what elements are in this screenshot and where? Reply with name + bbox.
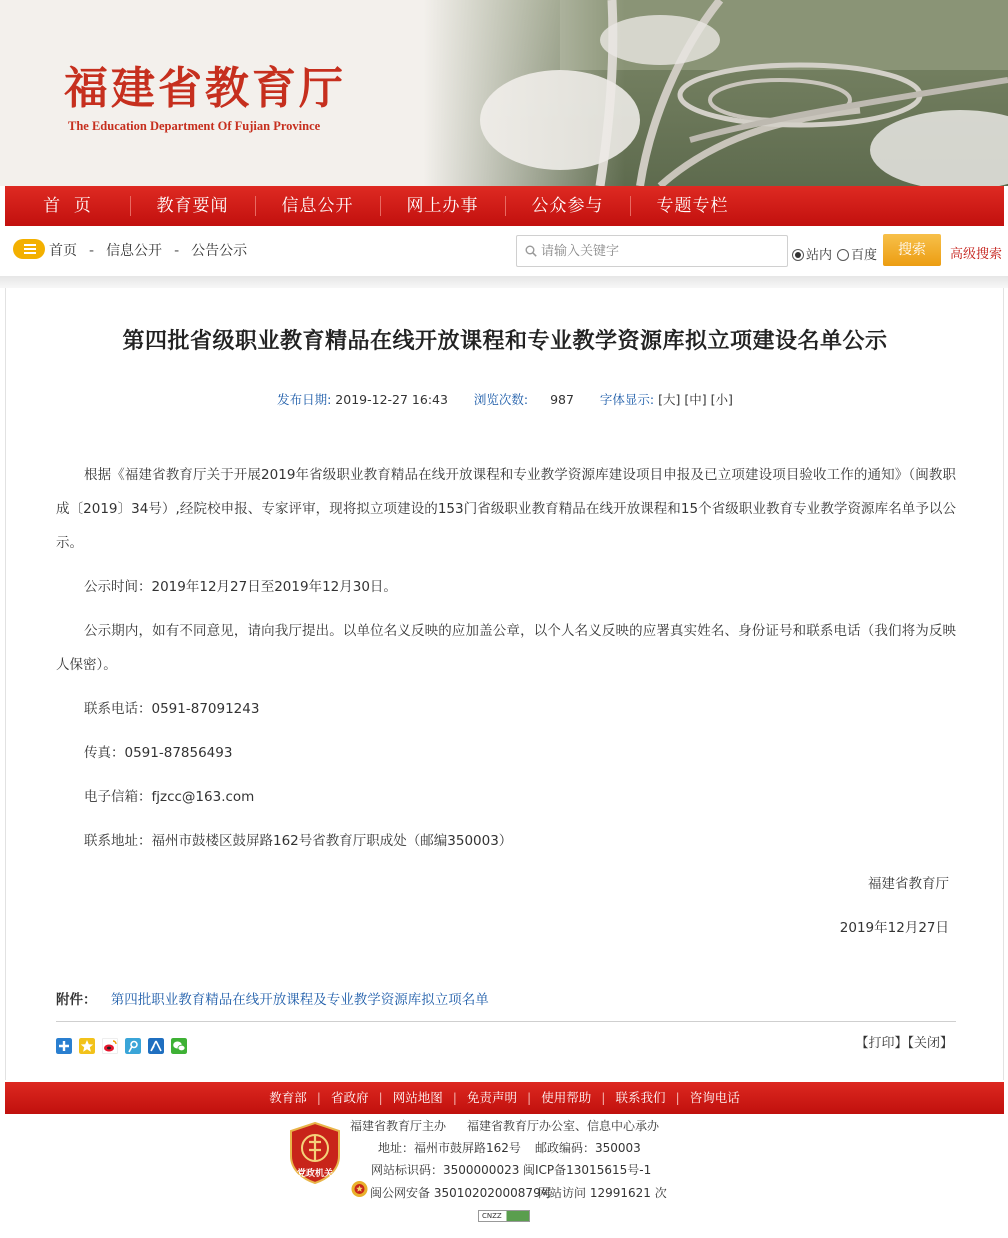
print-close-bar	[855, 1032, 953, 1051]
share-bar	[56, 1038, 187, 1054]
share-plus-icon[interactable]	[56, 1038, 72, 1054]
article-title: 第四批省级职业教育精品在线开放课程和专业教学资源库拟立项建设名单公示	[122, 329, 888, 354]
scope-site-radio[interactable]	[792, 244, 832, 263]
breadcrumb-bar	[5, 226, 1004, 276]
nav-item-public-participation[interactable]: 公众参与	[505, 186, 630, 226]
close-link[interactable]: 【关闭】	[907, 1036, 953, 1051]
qzone-icon[interactable]	[79, 1038, 95, 1054]
renren-icon[interactable]	[148, 1038, 164, 1054]
breadcrumb-announcements[interactable]: 公告公示	[191, 243, 248, 259]
footer-link-disclaimer[interactable]: 免责声明	[466, 1090, 517, 1105]
breadcrumb-home[interactable]: 首页	[49, 243, 77, 259]
search-box	[516, 235, 788, 267]
police-badge-icon	[351, 1180, 368, 1198]
footer-icp[interactable]: 闽ICP备13015615号-1	[523, 1163, 652, 1177]
advanced-search-link[interactable]: 高级搜索	[950, 247, 1003, 262]
main-nav	[5, 186, 1004, 226]
attachment-divider	[56, 1021, 956, 1022]
footer-police-record[interactable]: 闽公网安备 35010202000879号	[370, 1186, 553, 1200]
attachment-link[interactable]: 第四批职业教育精品在线开放课程及专业教学资源库拟立项名单	[110, 992, 489, 1008]
nav-item-info-disclosure[interactable]: 信息公开	[255, 186, 380, 226]
paragraph-intro: 根据《福建省教育厅关于开展2019年省级职业教育精品在线开放课程和专业教学资源库建设项目申报及已立项建设项目验收工作的通知》（闽教职成〔2019〕34号）,经院校申报、专家评审，现将拟立项建设的153门省级职业教育精品在线开放课程和15个省级职业教育专业教学资源库名单予以公示。	[56, 467, 956, 551]
footer-visits: 网站访问 12991621 次	[538, 1186, 667, 1200]
font-medium-link[interactable]: [中]	[684, 392, 707, 407]
attachment-label: 附件：	[56, 992, 97, 1008]
footer-host: 福建省教育厅主办	[350, 1119, 447, 1133]
footer-link-contact[interactable]: 联系我们	[615, 1090, 666, 1105]
footer-address: 地址：福州市鼓屏路162号	[378, 1141, 521, 1155]
menu-list-icon	[13, 239, 45, 259]
font-large-link[interactable]: [大]	[658, 392, 681, 407]
footer-info	[0, 1114, 1008, 1238]
breadcrumb-separator: -	[174, 243, 180, 259]
paragraph-objections: 公示期内，如有不同意见，请向我厅提出。以单位名义反映的应加盖公章，以个人名义反映的应署真实姓名、身份证号和联系电话（我们将为反映人保密）。	[56, 623, 956, 673]
views-label: 浏览次数:	[473, 392, 529, 407]
radio-checked-icon	[792, 249, 804, 261]
footer-organizer: 福建省教育厅办公室、信息中心承办	[467, 1119, 660, 1133]
nav-item-education-news[interactable]: 教育要闻	[130, 186, 255, 226]
footer-nav: 教育部 | 省政府 | 网站地图 | 免责声明 | 使用帮助 | 联系我们 | 咨询电话	[5, 1082, 1004, 1114]
scope-baidu-radio[interactable]	[837, 244, 877, 263]
search-icon	[525, 245, 537, 257]
weibo-icon[interactable]	[102, 1038, 118, 1054]
section-divider	[0, 276, 1008, 288]
breadcrumb-info-disclosure[interactable]: 信息公开	[106, 243, 163, 259]
footer-link-sitemap[interactable]: 网站地图	[392, 1090, 443, 1105]
breadcrumb-separator: -	[89, 243, 95, 259]
scope-baidu-label: 百度	[851, 248, 878, 263]
contact-email: 电子信箱：fjzcc@163.com	[84, 789, 255, 805]
gov-agency-badge[interactable]	[289, 1122, 341, 1184]
attachment-row	[56, 988, 489, 1008]
publish-date-label: 发布日期:	[277, 392, 332, 407]
wechat-icon[interactable]	[171, 1038, 187, 1054]
article-body	[56, 458, 956, 858]
footer-site-id: 网站标识码：3500000023	[371, 1163, 520, 1177]
contact-address: 联系地址：福州市鼓楼区鼓屏路162号省教育厅职成处（邮编350003）	[84, 833, 513, 849]
search-input[interactable]	[541, 242, 781, 260]
nav-item-special-topics[interactable]: 专题专栏	[630, 186, 755, 226]
breadcrumb	[49, 240, 247, 260]
site-logo-en: The Education Department Of Fujian Province	[68, 119, 321, 133]
article-meta	[1, 390, 1008, 408]
contact-phone: 联系电话：0591-87091243	[84, 701, 260, 717]
nav-item-home[interactable]: 首 页	[43, 196, 92, 216]
gov-badge-text: 党政机关	[296, 1169, 333, 1179]
header-banner	[0, 0, 1008, 186]
cnzz-stats-badge[interactable]: CNZZ	[478, 1210, 530, 1222]
footer-link-hotline[interactable]: 咨询电话	[689, 1090, 740, 1105]
scope-site-label: 站内	[806, 248, 833, 263]
article-panel	[5, 288, 1004, 1080]
search-button[interactable]: 搜索	[883, 234, 941, 266]
radio-unchecked-icon	[837, 249, 849, 261]
paragraph-period: 公示时间：2019年12月27日至2019年12月30日。	[84, 579, 397, 595]
contact-fax: 传真：0591-87856493	[84, 745, 233, 761]
print-link[interactable]: 【打印】	[855, 1036, 908, 1051]
publish-date: 2019-12-27 16:43	[335, 392, 448, 407]
tencent-weibo-icon[interactable]	[125, 1038, 141, 1054]
sign-date: 2019年12月27日	[839, 920, 949, 936]
footer-link-help[interactable]: 使用帮助	[541, 1090, 592, 1105]
footer-link-provincial-gov[interactable]: 省政府	[331, 1090, 369, 1105]
nav-item-online-services[interactable]: 网上办事	[380, 186, 505, 226]
font-size-label: 字体显示:	[599, 392, 655, 407]
signature: 福建省教育厅	[868, 876, 949, 892]
font-small-link[interactable]: [小]	[710, 392, 733, 407]
footer-postcode: 邮政编码：350003	[535, 1141, 641, 1155]
site-logo-cn[interactable]: 福建省教育厅	[64, 63, 346, 114]
view-count: 987	[550, 392, 574, 407]
footer-link-moe[interactable]: 教育部	[269, 1090, 307, 1105]
